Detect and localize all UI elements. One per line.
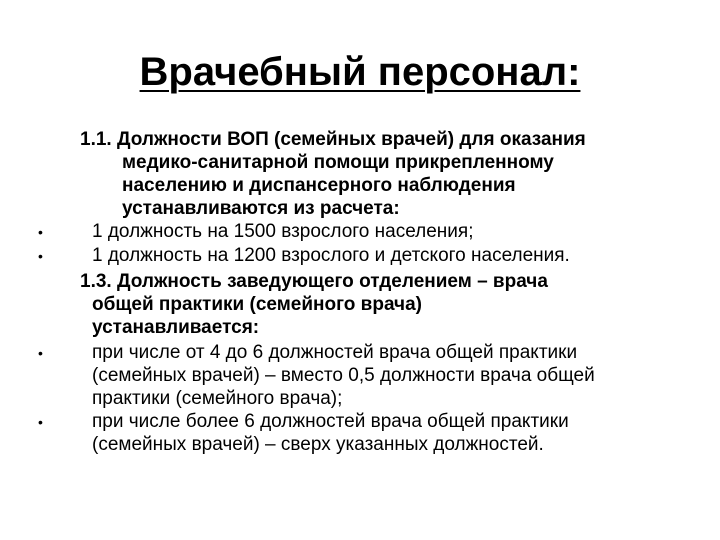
section2-heading-line-1: 1.3. Должность заведующего отделением – врача [80,271,548,292]
section2-item-2-line-1: при числе более 6 должностей врача общей практики [92,411,569,432]
section1-heading-line-2: медико-санитарной помощи прикрепленному [122,152,554,173]
section1-heading-line-4: устанавливаются из расчета: [122,198,400,219]
section1-item-2: 1 должность на 1200 взрослого и детского населения. [92,245,570,266]
section1-heading-line-3: населению и диспансерного наблюдения [122,175,516,196]
bullet-icon: • [38,224,43,240]
section2-item-1-line-3: практики (семейного врача); [92,388,343,409]
bullet-icon: • [38,414,43,430]
slide-title [0,48,720,96]
section2-heading-line-2: общей практики (семейного врача) [92,294,422,315]
bullet-icon: • [38,345,43,361]
section2-item-1-line-1: при числе от 4 до 6 должностей врача общей практики [92,342,578,363]
slide-title-text: Врачебный персонал: [139,50,581,94]
section1-item-1: 1 должность на 1500 взрослого населения; [92,221,474,242]
section2-item-2-line-2: (семейных врачей) – сверх указанных должностей. [92,434,544,455]
section2-item-1-line-2: (семейных врачей) – вместо 0,5 должности врача общей [92,365,595,386]
section2-heading-line-3: устанавливается: [92,317,260,338]
bullet-icon: • [38,248,43,264]
section1-heading-line-1: 1.1. Должности ВОП (семейных врачей) для оказания [80,129,586,150]
